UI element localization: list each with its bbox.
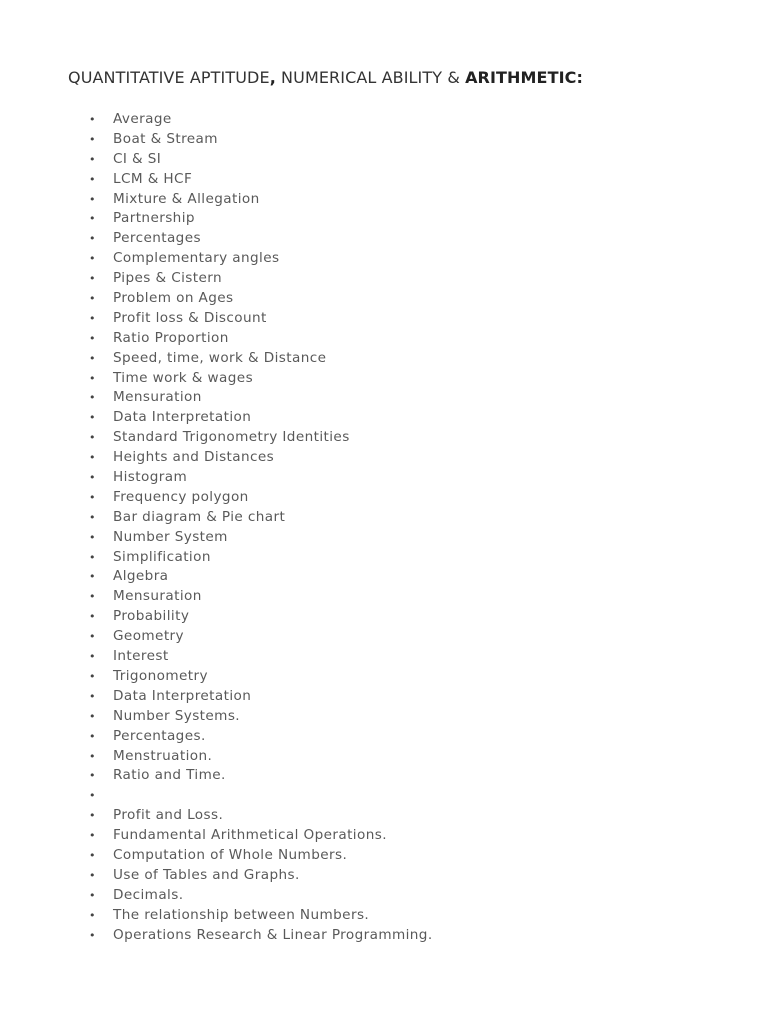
topic-item bbox=[0, 249, 433, 269]
topic-label: Data Interpretation bbox=[113, 687, 252, 704]
topic-label: Partnership bbox=[113, 210, 195, 227]
bullet-icon: • bbox=[89, 490, 96, 504]
topic-item bbox=[0, 508, 433, 528]
bullet-icon: • bbox=[89, 192, 96, 206]
bullet-icon: • bbox=[89, 272, 96, 286]
topic-item bbox=[0, 906, 433, 926]
bullet-icon: • bbox=[89, 630, 96, 644]
bullet-icon: • bbox=[89, 351, 96, 365]
topic-label: Ratio and Time. bbox=[113, 767, 226, 784]
topic-label: Simplification bbox=[113, 548, 211, 565]
bullet-icon: • bbox=[89, 152, 96, 166]
topic-label: Percentages bbox=[113, 230, 201, 247]
bullet-icon: • bbox=[89, 789, 96, 803]
topic-label: Number System bbox=[113, 528, 228, 545]
topic-item bbox=[0, 667, 433, 687]
topic-item bbox=[0, 468, 433, 488]
topic-label: Complementary angles bbox=[113, 250, 280, 267]
topic-item bbox=[0, 647, 433, 667]
bullet-icon: • bbox=[89, 331, 96, 345]
bullet-icon: • bbox=[89, 252, 96, 266]
topic-label: Frequency polygon bbox=[113, 488, 249, 505]
bullet-icon: • bbox=[89, 908, 96, 922]
topic-item bbox=[0, 548, 433, 568]
heading-part-quantitative: QUANTITATIVE APTITUDE bbox=[68, 68, 270, 87]
bullet-icon: • bbox=[89, 172, 96, 186]
topic-label: Ratio Proportion bbox=[113, 329, 229, 346]
topic-item bbox=[0, 269, 433, 289]
topic-item bbox=[0, 567, 433, 587]
topic-item bbox=[0, 826, 433, 846]
bullet-icon: • bbox=[89, 868, 96, 882]
topic-item bbox=[0, 448, 433, 468]
bullet-icon: • bbox=[89, 371, 96, 385]
topic-label: Probability bbox=[113, 608, 190, 625]
topic-label: Decimals. bbox=[113, 886, 184, 903]
topic-label: Menstruation. bbox=[113, 747, 213, 764]
page-heading bbox=[68, 68, 583, 87]
topic-item bbox=[0, 528, 433, 548]
bullet-icon: • bbox=[89, 769, 96, 783]
topic-item bbox=[0, 388, 433, 408]
topic-item bbox=[0, 150, 433, 170]
topic-label: Profit and Loss. bbox=[113, 807, 224, 824]
topic-item bbox=[0, 209, 433, 229]
topic-item bbox=[0, 170, 433, 190]
topic-item bbox=[0, 707, 433, 727]
topic-item bbox=[0, 727, 433, 747]
topic-label: Interest bbox=[113, 648, 169, 665]
topic-label: Use of Tables and Graphs. bbox=[113, 866, 300, 883]
bullet-icon: • bbox=[89, 689, 96, 703]
bullet-icon: • bbox=[89, 590, 96, 604]
topic-label: Number Systems. bbox=[113, 707, 241, 724]
topic-label: Bar diagram & Pie chart bbox=[113, 508, 286, 525]
bullet-icon: • bbox=[89, 471, 96, 485]
topic-item bbox=[0, 747, 433, 767]
bullet-icon: • bbox=[89, 232, 96, 246]
topic-label: Fundamental Arithmetical Operations. bbox=[113, 827, 387, 844]
topic-item bbox=[0, 190, 433, 210]
topic-label: Mixture & Allegation bbox=[113, 190, 260, 207]
topic-item bbox=[0, 926, 433, 946]
topic-label: Profit loss & Discount bbox=[113, 309, 267, 326]
bullet-icon: • bbox=[89, 610, 96, 624]
bullet-icon: • bbox=[89, 729, 96, 743]
topic-item bbox=[0, 349, 433, 369]
bullet-icon: • bbox=[89, 669, 96, 683]
bullet-icon: • bbox=[89, 113, 96, 126]
topic-item bbox=[0, 309, 433, 329]
topic-label: Standard Trigonometry Identities bbox=[113, 429, 350, 446]
topic-item bbox=[0, 607, 433, 627]
topic-item bbox=[0, 866, 433, 886]
topic-label: Heights and Distances bbox=[113, 449, 275, 466]
topic-item bbox=[0, 488, 433, 508]
topic-item bbox=[0, 229, 433, 249]
topic-label: Histogram bbox=[113, 469, 188, 486]
topic-label: Mensuration bbox=[113, 389, 202, 406]
bullet-icon: • bbox=[89, 829, 96, 843]
topic-label: Speed, time, work & Distance bbox=[113, 349, 327, 366]
bullet-icon: • bbox=[89, 132, 96, 146]
bullet-icon: • bbox=[89, 550, 96, 564]
topic-item bbox=[0, 766, 433, 786]
topic-label: Percentages. bbox=[113, 727, 206, 744]
bullet-icon: • bbox=[89, 510, 96, 524]
topic-item bbox=[0, 846, 433, 866]
bullet-icon: • bbox=[89, 530, 96, 544]
topic-item bbox=[0, 369, 433, 389]
topic-item bbox=[0, 587, 433, 607]
topic-label: LCM & HCF bbox=[113, 170, 193, 187]
topic-label: CI & SI bbox=[113, 150, 162, 167]
topic-label: Operations Research & Linear Programming. bbox=[113, 926, 433, 943]
bullet-icon: • bbox=[89, 212, 96, 226]
topic-label: Average bbox=[113, 111, 172, 127]
topic-label: Time work & wages bbox=[113, 369, 254, 386]
topic-label: Computation of Whole Numbers. bbox=[113, 846, 348, 863]
topic-label: Boat & Stream bbox=[113, 130, 218, 147]
topic-item bbox=[0, 289, 433, 309]
topic-item bbox=[0, 329, 433, 349]
topic-item bbox=[0, 627, 433, 647]
topic-item bbox=[0, 886, 433, 906]
bullet-icon: • bbox=[89, 451, 96, 465]
bullet-icon: • bbox=[89, 411, 96, 425]
bullet-icon: • bbox=[89, 650, 96, 664]
bullet-icon: • bbox=[89, 888, 96, 902]
topic-label: Pipes & Cistern bbox=[113, 270, 223, 287]
topic-item bbox=[0, 110, 433, 130]
heading-part-numerical: NUMERICAL ABILITY & bbox=[275, 68, 466, 87]
topic-item bbox=[0, 687, 433, 707]
bullet-icon: • bbox=[89, 709, 96, 723]
topic-label: Trigonometry bbox=[113, 667, 208, 684]
bullet-icon: • bbox=[89, 848, 96, 862]
topic-item bbox=[0, 130, 433, 150]
topic-item bbox=[0, 806, 433, 826]
bullet-icon: • bbox=[89, 311, 96, 325]
bullet-icon: • bbox=[89, 391, 96, 405]
bullet-icon: • bbox=[89, 809, 96, 823]
bullet-icon: • bbox=[89, 292, 96, 306]
topic-item bbox=[0, 408, 433, 428]
heading-comma: , bbox=[269, 68, 276, 87]
heading-part-arithmetic: ARITHMETIC: bbox=[465, 68, 583, 87]
topic-item bbox=[0, 428, 433, 448]
topic-label: Problem on Ages bbox=[113, 290, 234, 307]
topic-label: Geometry bbox=[113, 628, 184, 645]
bullet-icon: • bbox=[89, 928, 96, 942]
topic-label: Algebra bbox=[113, 568, 169, 585]
topic-label: The relationship between Numbers. bbox=[113, 906, 370, 923]
bullet-icon: • bbox=[89, 570, 96, 584]
topic-label: Data Interpretation bbox=[113, 409, 252, 426]
topic-item bbox=[0, 786, 433, 806]
topic-label: Mensuration bbox=[113, 588, 202, 605]
bullet-icon: • bbox=[89, 431, 96, 445]
bullet-icon: • bbox=[89, 749, 96, 763]
topic-list bbox=[0, 110, 433, 945]
